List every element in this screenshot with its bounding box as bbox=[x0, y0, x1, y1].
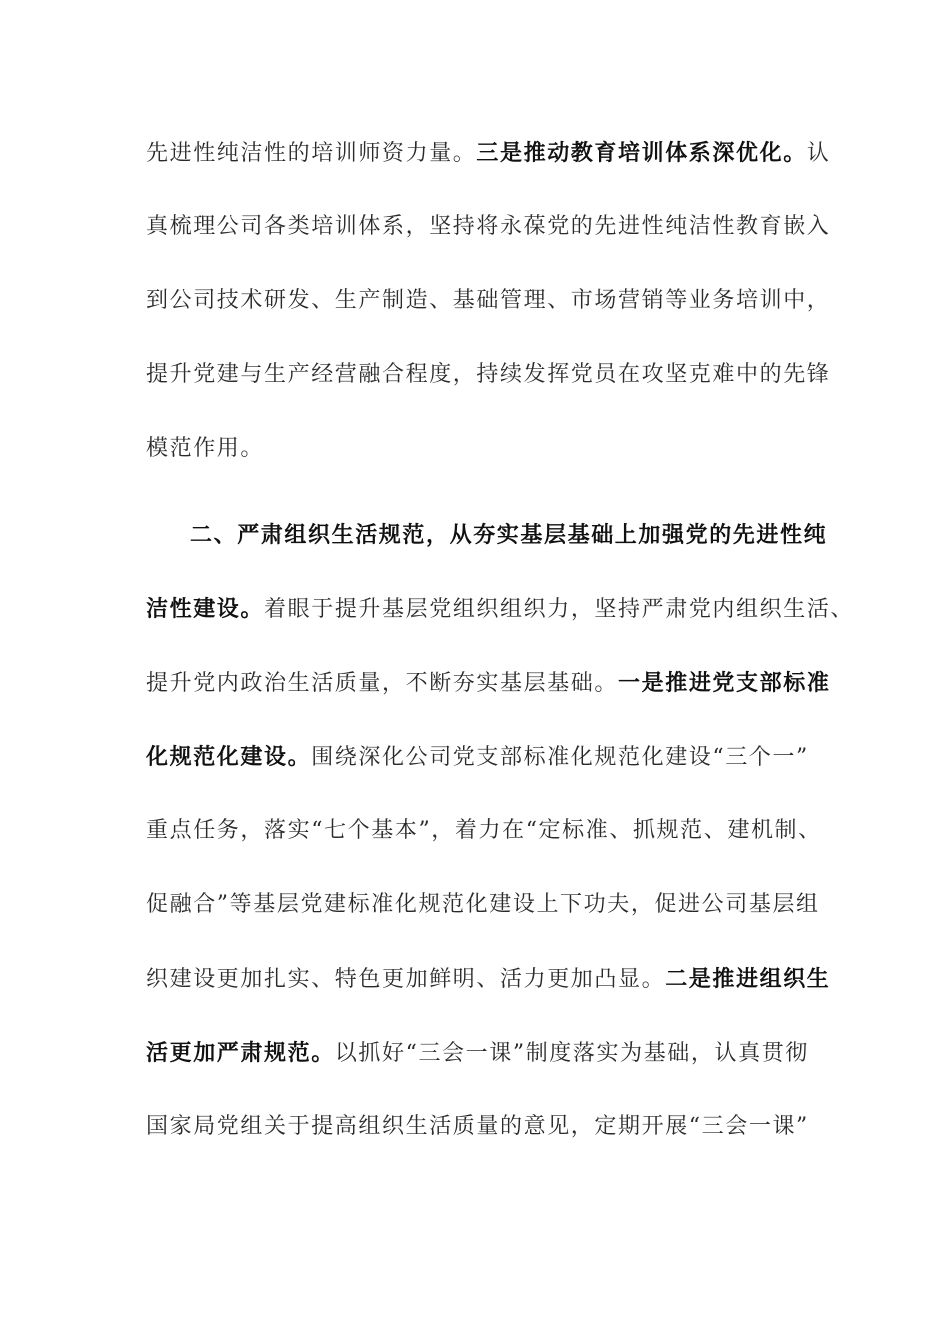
text-run: 围绕深化公司党支部标准化规范化建设“三个一” bbox=[311, 745, 809, 770]
text-run: 促融合”等基层党建标准化规范化建设上下功夫，促进公司基层组 bbox=[146, 892, 820, 917]
bold-run: 二、严肃组织生活规范，从夯实基层基础上加强党的先进性纯 bbox=[190, 522, 828, 548]
bold-run: 二是推进组织生 bbox=[665, 966, 831, 992]
bold-run: 一是推进党支部标准 bbox=[618, 670, 831, 696]
text-run: 真梳理公司各类培训体系，坚持将永葆党的先进性纯洁性教育嵌入 bbox=[146, 214, 831, 239]
text-line-13 bbox=[146, 1033, 826, 1073]
text-line-14 bbox=[146, 1107, 826, 1147]
text-line-7 bbox=[146, 589, 855, 629]
text-line-11 bbox=[146, 885, 826, 925]
text-run: 织建设更加扎实、特色更加鲜明、活力更加凸显。 bbox=[146, 967, 666, 992]
text-run: 国家局党组关于提高组织生活质量的意见，定期开展“三会一课” bbox=[146, 1114, 809, 1139]
section-heading bbox=[190, 515, 870, 555]
text-run: 提升党建与生产经营融合程度，持续发挥党员在攻坚克难中的先锋 bbox=[146, 362, 831, 387]
text-line-2 bbox=[146, 207, 831, 247]
text-line-8 bbox=[146, 663, 831, 703]
text-line-1 bbox=[146, 133, 831, 173]
text-run: 先进性纯洁性的培训师资力量。 bbox=[146, 141, 477, 166]
text-run: 模范作用。 bbox=[146, 436, 265, 461]
text-line-12 bbox=[146, 959, 831, 999]
text-run: 重点任务，落实“七个基本”，着力在“定标准、抓规范、建机制、 bbox=[146, 818, 822, 843]
text-line-4 bbox=[146, 355, 831, 395]
text-line-3 bbox=[146, 281, 831, 321]
bold-run: 活更加严肃规范。 bbox=[146, 1040, 335, 1066]
bold-run: 三是推动教育培训体系深优化。 bbox=[476, 140, 807, 166]
text-run: 到公司技术研发、生产制造、基础管理、市场营销等业务培训中， bbox=[146, 288, 831, 313]
text-line-10 bbox=[146, 811, 826, 851]
bold-run: 化规范化建设。 bbox=[146, 744, 312, 770]
text-line-9 bbox=[146, 737, 826, 777]
text-run: 以抓好“三会一课”制度落实为基础，认真贯彻 bbox=[334, 1041, 809, 1066]
bold-run: 洁性建设。 bbox=[146, 596, 265, 622]
text-run: 着眼于提升基层党组织组织力，坚持严肃党内组织生活、 bbox=[264, 597, 855, 622]
text-run: 认 bbox=[806, 141, 831, 166]
text-line-5 bbox=[146, 429, 826, 469]
text-run: 提升党内政治生活质量，不断夯实基层基础。 bbox=[146, 671, 619, 696]
